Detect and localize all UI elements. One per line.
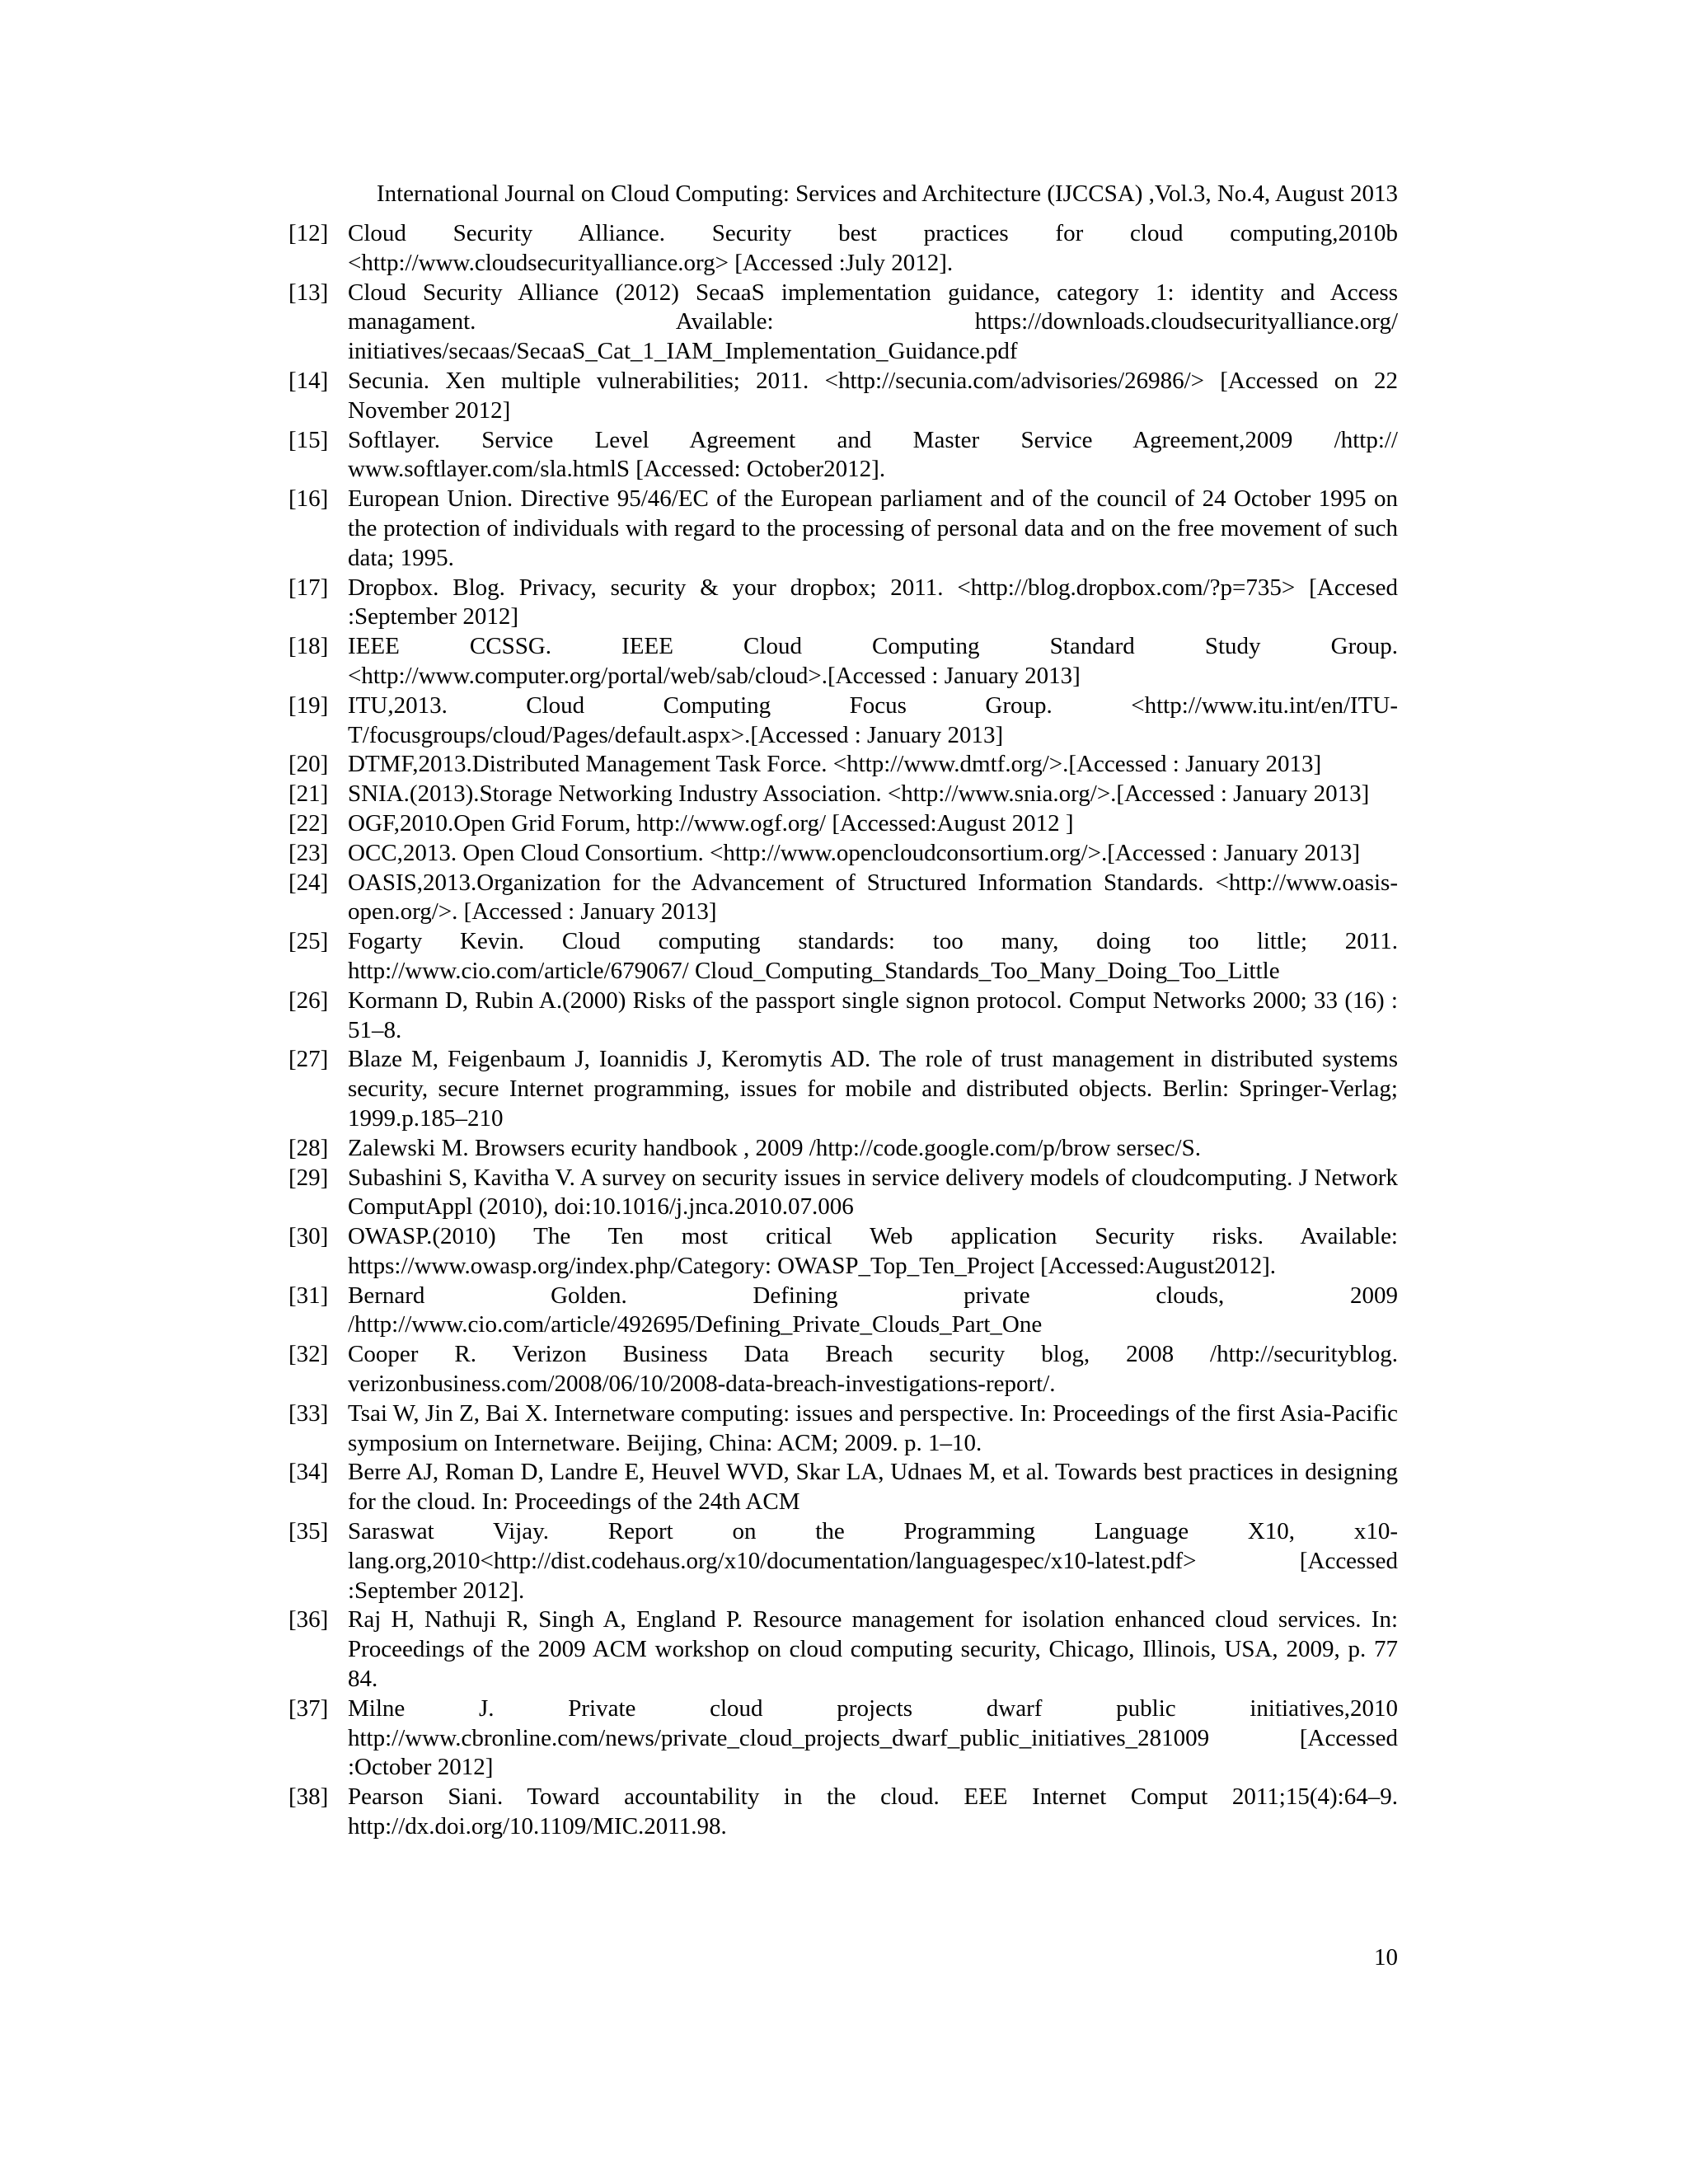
reference-text: Saraswat Vijay. Report on the Programming Language X10, x10-lang.org,2010<http://dist.codehaus.org/x10/documentation/languagespec/x10-latest.pdf> [Accessed :September 2012].: [348, 1518, 1398, 1604]
reference-number: [18]: [288, 633, 329, 660]
reference-number: [22]: [288, 809, 329, 837]
reference-number: [33]: [288, 1399, 329, 1427]
reference-number: [36]: [288, 1606, 329, 1633]
reference-item: [288, 1282, 1398, 1341]
reference-item: [288, 574, 1398, 633]
reference-item: [288, 1134, 1398, 1164]
reference-number: [37]: [288, 1694, 329, 1722]
reference-number: [23]: [288, 839, 329, 866]
reference-item: [288, 1340, 1398, 1399]
reference-item: [288, 1517, 1398, 1605]
reference-number: [12]: [288, 220, 329, 246]
reference-item: [288, 691, 1398, 751]
reference-text: ITU,2013. Cloud Computing Focus Group. <http://www.itu.int/en/ITU-T/focusgroups/cloud/Pages/default.aspx>.[Accessed : January 2013]: [348, 691, 1398, 748]
reference-item: [288, 927, 1398, 987]
reference-number: [32]: [288, 1341, 329, 1368]
reference-number: [13]: [288, 279, 329, 306]
reference-text: OASIS,2013.Organization for the Advancement of Structured Information Standards. <http://www.oasis-open.org/>. [Accessed : January 2013]: [348, 869, 1398, 926]
reference-text: Cloud Security Alliance. Security best practices for cloud computing,2010b <http://www.cloudsecurityalliance.org> [Accessed :July 2012].: [348, 220, 1398, 276]
reference-text: Softlayer. Service Level Agreement and Master Service Agreement,2009 /http:// www.softlayer.com/sla.htmlS [Accessed: October2012].: [348, 426, 1398, 483]
reference-number: [24]: [288, 869, 329, 896]
reference-text: Dropbox. Blog. Privacy, security & your dropbox; 2011. <http://blog.dropbox.com/?p=735> [Accesed :September 2012]: [348, 574, 1398, 630]
reference-text: DTMF,2013.Distributed Management Task Force. <http://www.dmtf.org/>.[Accessed : January 2013]: [348, 751, 1322, 778]
reference-text: OGF,2010.Open Grid Forum, http://www.ogf.org/ [Accessed:August 2012 ]: [348, 809, 1074, 837]
reference-text: Cloud Security Alliance (2012) SecaaS implementation guidance, category 1: identity and Access managament. Available: https://downloads.cloudsecurityalliance.org/ initiatives/secaas/SecaaS_Cat_1_IAM_Implementation_Guidance.pdf: [348, 279, 1398, 365]
reference-text: Blaze M, Feigenbaum J, Ioannidis J, Keromytis AD. The role of trust management in distributed systems security, secure Internet programming, issues for mobile and distributed objects. Berlin: Springer-Verlag; 1999.p.185–210: [348, 1046, 1398, 1132]
reference-item: [288, 1399, 1398, 1459]
reference-number: [31]: [288, 1282, 329, 1309]
reference-text: Bernard Golden. Defining private clouds, 2009 /http://www.cio.com/article/492695/Defining_Private_Clouds_Part_One: [348, 1282, 1398, 1338]
reference-number: [29]: [288, 1164, 329, 1191]
reference-item: [288, 839, 1398, 869]
reference-text: IEEE CCSSG. IEEE Cloud Computing Standard Study Group. <http://www.computer.org/portal/web/sab/cloud>.[Accessed : January 2013]: [348, 633, 1398, 689]
reference-text: Subashini S, Kavitha V. A survey on security issues in service delivery models of cloudcomputing. J Network ComputAppl (2010), doi:10.1016/j.jnca.2010.07.006: [348, 1164, 1398, 1221]
reference-item: [288, 219, 1398, 279]
reference-number: [16]: [288, 485, 329, 513]
reference-text: Milne J. Private cloud projects dwarf public initiatives,2010 http://www.cbronline.com/news/private_cloud_projects_dwarf_public_initiatives_281009 [Accessed :October 2012]: [348, 1694, 1398, 1781]
reference-item: [288, 1222, 1398, 1282]
running-header: International Journal on Cloud Computing: Services and Architecture (IJCCSA) ,Vol.3, No.4, August 2013: [376, 180, 1398, 207]
reference-number: [25]: [288, 928, 329, 955]
reference-item: [288, 485, 1398, 573]
reference-item: [288, 1605, 1398, 1694]
reference-item: [288, 869, 1398, 928]
reference-number: [34]: [288, 1459, 329, 1486]
reference-item: [288, 1458, 1398, 1517]
reference-text: OCC,2013. Open Cloud Consortium. <http://www.opencloudconsortium.org/>.[Accessed : January 2013]: [348, 839, 1361, 866]
reference-text: Berre AJ, Roman D, Landre E, Heuvel WVD, Skar LA, Udnaes M, et al. Towards best practices in designing for the cloud. In: Proceedings of the 24th ACM: [348, 1459, 1398, 1516]
reference-text: Raj H, Nathuji R, Singh A, England P. Resource management for isolation enhanced cloud services. In: Proceedings of the 2009 ACM workshop on cloud computing security, Chicago, Illinois, USA, 2009, p. 77 84.: [348, 1606, 1398, 1693]
reference-number: [27]: [288, 1046, 329, 1073]
reference-item: [288, 426, 1398, 485]
reference-item: [288, 750, 1398, 780]
page-number: 10: [1374, 1944, 1398, 1971]
reference-item: [288, 1045, 1398, 1133]
reference-text: European Union. Directive 95/46/EC of the European parliament and of the council of 24 October 1995 on the protection of individuals with regard to the processing of personal data and on the free movement of such data; 1995.: [348, 485, 1398, 571]
reference-text: SNIA.(2013).Storage Networking Industry Association. <http://www.snia.org/>.[Accessed : January 2013]: [348, 780, 1370, 808]
reference-text: Pearson Siani. Toward accountability in the cloud. EEE Internet Comput 2011;15(4):64–9. http://dx.doi.org/10.1109/MIC.2011.98.: [348, 1783, 1398, 1840]
reference-item: [288, 809, 1398, 839]
reference-item: [288, 780, 1398, 809]
reference-item: [288, 367, 1398, 426]
reference-number: [38]: [288, 1783, 329, 1811]
reference-item: [288, 632, 1398, 691]
reference-text: Kormann D, Rubin A.(2000) Risks of the passport single signon protocol. Comput Networks 2000; 33 (16) : 51–8.: [348, 987, 1398, 1043]
reference-text: OWASP.(2010) The Ten most critical Web application Security risks. Available: https://www.owasp.org/index.php/Category: OWASP_Top_Ten_Project [Accessed:August2012].: [348, 1223, 1398, 1279]
reference-number: [30]: [288, 1223, 329, 1250]
reference-number: [28]: [288, 1134, 329, 1161]
reference-list: [288, 219, 1398, 1842]
reference-number: [26]: [288, 987, 329, 1014]
reference-number: [17]: [288, 574, 329, 601]
reference-number: [35]: [288, 1518, 329, 1545]
reference-item: [288, 987, 1398, 1046]
reference-item: [288, 1164, 1398, 1223]
reference-text: Secunia. Xen multiple vulnerabilities; 2011. <http://secunia.com/advisories/26986/> [Accessed on 22 November 2012]: [348, 367, 1398, 424]
reference-number: [19]: [288, 691, 329, 719]
reference-text: Cooper R. Verizon Business Data Breach security blog, 2008 /http://securityblog. verizonbusiness.com/2008/06/10/2008-data-breach-investigations-report/.: [348, 1341, 1398, 1398]
reference-number: [14]: [288, 367, 329, 394]
reference-text: Fogarty Kevin. Cloud computing standards: too many, doing too little; 2011. http://www.cio.com/article/679067/ Cloud_Computing_Standards_Too_Many_Doing_Too_Little: [348, 928, 1398, 984]
reference-number: [21]: [288, 780, 329, 808]
reference-text: Tsai W, Jin Z, Bai X. Internetware computing: issues and perspective. In: Proceedings of the first Asia-Pacific symposium on Internetware. Beijing, China: ACM; 2009. p. 1–10.: [348, 1399, 1398, 1456]
reference-number: [15]: [288, 426, 329, 453]
reference-text: Zalewski M. Browsers ecurity handbook , 2009 /http://code.google.com/p/brow sersec/S.: [348, 1134, 1201, 1161]
reference-item: [288, 279, 1398, 367]
reference-number: [20]: [288, 751, 329, 778]
reference-item: [288, 1783, 1398, 1842]
reference-item: [288, 1694, 1398, 1783]
